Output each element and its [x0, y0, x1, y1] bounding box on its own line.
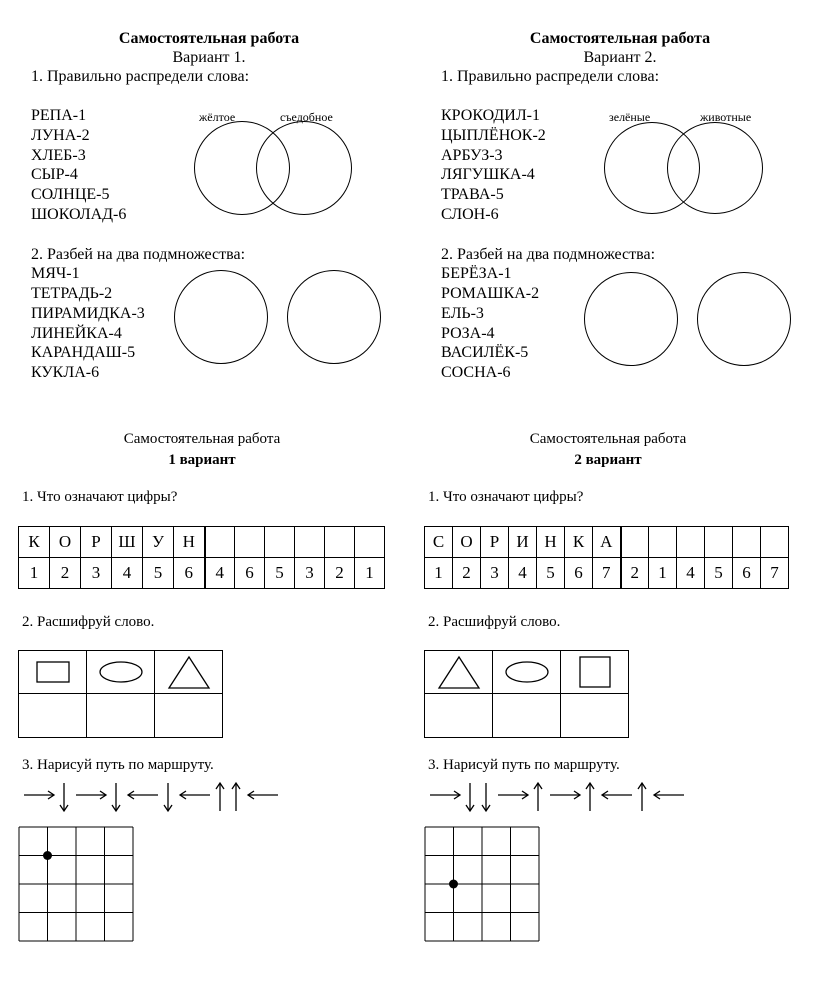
answer-cell[interactable] [561, 694, 629, 738]
arrow-up-icon [534, 783, 542, 811]
table-row [19, 527, 385, 558]
arrow-right-icon [550, 791, 580, 799]
w1-task1: 1. Что означают цифры? [22, 489, 178, 505]
v1-venn-circle-right[interactable] [256, 121, 352, 215]
digit-cell: 7 [761, 558, 789, 589]
arrow-down-icon [466, 783, 474, 811]
digit-cell: 2 [50, 558, 81, 589]
w1-task3: 3. Нарисуй путь по маршруту. [22, 757, 214, 773]
v1-venn-label-left: жёлтое [199, 110, 236, 124]
square-icon [579, 656, 611, 688]
table-row [425, 558, 789, 589]
v1-task2: 2. Разбей на два подмножества: [31, 246, 246, 263]
answer-cell[interactable] [87, 694, 155, 738]
cipher-cell: А [593, 527, 621, 558]
w2-decode-table [424, 650, 629, 738]
answer-cell[interactable] [733, 527, 761, 558]
shape-cell [493, 651, 561, 694]
list-item: ТРАВА-5 [441, 186, 504, 203]
answer-cell[interactable] [677, 527, 705, 558]
cipher-cell: У [143, 527, 174, 558]
v2-subset-circle-1[interactable] [584, 272, 678, 366]
arrow-down-icon [482, 783, 490, 811]
w2-route-grid[interactable] [424, 826, 540, 943]
cipher-cell: Р [481, 527, 509, 558]
table-row [425, 694, 629, 738]
w2-title: Самостоятельная работа [529, 431, 687, 447]
list-item: РОМАШКА-2 [441, 285, 540, 302]
answer-cell[interactable] [205, 527, 235, 558]
list-item: СОСНА-6 [441, 364, 511, 381]
cipher-cell: Н [537, 527, 565, 558]
cipher-cell: Ш [112, 527, 143, 558]
arrow-up-icon [216, 783, 224, 811]
v1-task1: 1. Правильно распредели слова: [31, 68, 250, 85]
answer-cell[interactable] [155, 694, 223, 738]
w1-subtitle: 1 вариант [168, 452, 236, 468]
w2-route-arrows [428, 782, 698, 812]
w1-route-arrows [22, 782, 292, 812]
list-item: КУКЛА-6 [31, 364, 100, 381]
digit-cell: 4 [677, 558, 705, 589]
arrow-left-icon [654, 791, 684, 799]
cipher-cell: С [425, 527, 453, 558]
cipher-cell: О [453, 527, 481, 558]
v2-task1: 1. Правильно распредели слова: [441, 68, 660, 85]
list-item: АРБУЗ-3 [441, 147, 503, 164]
arrow-down-icon [164, 783, 172, 811]
v2-venn-circle-right[interactable] [667, 122, 763, 214]
arrow-up-icon [232, 783, 240, 811]
v1-subset-circle-2[interactable] [287, 270, 381, 364]
digit-cell: 1 [425, 558, 453, 589]
list-item: ЕЛЬ-3 [441, 305, 484, 322]
table-row [19, 651, 223, 694]
arrow-left-icon [602, 791, 632, 799]
shape-cell [155, 651, 223, 694]
answer-cell[interactable] [761, 527, 789, 558]
digit-cell: 6 [733, 558, 761, 589]
arrow-left-icon [128, 791, 158, 799]
digit-cell: 3 [481, 558, 509, 589]
digit-cell: 1 [649, 558, 677, 589]
shape-cell [561, 651, 629, 694]
cipher-cell: О [50, 527, 81, 558]
list-item: ШОКОЛАД-6 [31, 206, 127, 223]
digit-cell: 4 [112, 558, 143, 589]
v2-subset-circle-2[interactable] [697, 272, 791, 366]
answer-cell[interactable] [265, 527, 295, 558]
arrow-right-icon [430, 791, 460, 799]
list-item: ВАСИЛЁК-5 [441, 344, 529, 361]
table-row [425, 527, 789, 558]
answer-cell[interactable] [355, 527, 385, 558]
v2-venn-label-right: животные [700, 110, 752, 124]
digit-cell: 1 [19, 558, 50, 589]
arrow-down-icon [60, 783, 68, 811]
cipher-cell: К [565, 527, 593, 558]
list-item: КАРАНДАШ-5 [31, 344, 136, 361]
w2-subtitle: 2 вариант [574, 452, 642, 468]
w1-decode-table [18, 650, 223, 738]
arrow-left-icon [248, 791, 278, 799]
shape-cell [19, 651, 87, 694]
list-item: ЛИНЕЙКА-4 [31, 325, 122, 342]
answer-cell[interactable] [493, 694, 561, 738]
digit-cell: 6 [565, 558, 593, 589]
digit-cell: 6 [235, 558, 265, 589]
answer-cell[interactable] [621, 527, 649, 558]
list-item: КРОКОДИЛ-1 [441, 107, 540, 124]
v2-subtitle: Вариант 2. [583, 49, 657, 66]
triangle-icon [438, 655, 480, 689]
digit-cell: 3 [81, 558, 112, 589]
list-item: СЛОН-6 [441, 206, 499, 223]
arrow-up-icon [586, 783, 594, 811]
digit-cell: 7 [593, 558, 621, 589]
v1-subset-circle-1[interactable] [174, 270, 268, 364]
answer-cell[interactable] [705, 527, 733, 558]
answer-cell[interactable] [425, 694, 493, 738]
w1-title: Самостоятельная работа [123, 431, 281, 447]
v1-subtitle: Вариант 1. [172, 49, 246, 66]
digit-cell: 5 [265, 558, 295, 589]
shape-cell [87, 651, 155, 694]
cipher-cell: Н [174, 527, 205, 558]
list-item: ХЛЕБ-3 [31, 147, 86, 164]
table-row [19, 558, 385, 589]
list-item: СЫР-4 [31, 166, 78, 183]
w1-task2: 2. Расшифруй слово. [22, 614, 155, 630]
v2-task2: 2. Разбей на два подмножества: [441, 246, 656, 263]
shape-cell [425, 651, 493, 694]
ellipse-icon [505, 660, 549, 684]
answer-cell[interactable] [19, 694, 87, 738]
triangle-icon [168, 655, 210, 689]
answer-cell[interactable] [325, 527, 355, 558]
cipher-cell: Р [81, 527, 112, 558]
v2-title: Самостоятельная работа [529, 30, 711, 47]
digit-cell: 5 [143, 558, 174, 589]
digit-cell: 5 [537, 558, 565, 589]
list-item: МЯЧ-1 [31, 265, 80, 282]
answer-cell[interactable] [649, 527, 677, 558]
digit-cell: 4 [205, 558, 235, 589]
digit-cell: 5 [705, 558, 733, 589]
w2-task3: 3. Нарисуй путь по маршруту. [428, 757, 620, 773]
digit-cell: 3 [295, 558, 325, 589]
list-item: ЦЫПЛЁНОК-2 [441, 127, 546, 144]
v2-venn-label-left: зелёные [609, 110, 651, 124]
start-dot-icon [449, 880, 458, 889]
table-row [425, 651, 629, 694]
list-item: РЕПА-1 [31, 107, 87, 124]
digit-cell: 1 [355, 558, 385, 589]
cipher-cell: И [509, 527, 537, 558]
start-dot-icon [43, 851, 52, 860]
v1-venn-label-right: съедобное [280, 110, 333, 124]
digit-cell: 2 [325, 558, 355, 589]
w1-route-grid[interactable] [18, 826, 134, 943]
digit-cell: 6 [174, 558, 205, 589]
w2-task1: 1. Что означают цифры? [428, 489, 584, 505]
list-item: ТЕТРАДЬ-2 [31, 285, 113, 302]
digit-cell: 2 [621, 558, 649, 589]
cipher-cell: К [19, 527, 50, 558]
arrow-left-icon [180, 791, 210, 799]
answer-cell[interactable] [235, 527, 265, 558]
arrow-right-icon [498, 791, 528, 799]
list-item: ЛЯГУШКА-4 [441, 166, 535, 183]
w2-cipher-table [424, 526, 789, 589]
w1-cipher-table [18, 526, 385, 589]
list-item: БЕРЁЗА-1 [441, 265, 512, 282]
w2-task2: 2. Расшифруй слово. [428, 614, 561, 630]
arrow-right-icon [24, 791, 54, 799]
v1-title: Самостоятельная работа [118, 30, 300, 47]
ellipse-icon [99, 660, 143, 684]
list-item: РОЗА-4 [441, 325, 495, 342]
digit-cell: 4 [509, 558, 537, 589]
list-item: СОЛНЦЕ-5 [31, 186, 110, 203]
arrow-up-icon [638, 783, 646, 811]
digit-cell: 2 [453, 558, 481, 589]
list-item: ЛУНА-2 [31, 127, 90, 144]
arrow-down-icon [112, 783, 120, 811]
list-item: ПИРАМИДКА-3 [31, 305, 145, 322]
arrow-right-icon [76, 791, 106, 799]
table-row [19, 694, 223, 738]
answer-cell[interactable] [295, 527, 325, 558]
rectangle-icon [36, 661, 70, 683]
